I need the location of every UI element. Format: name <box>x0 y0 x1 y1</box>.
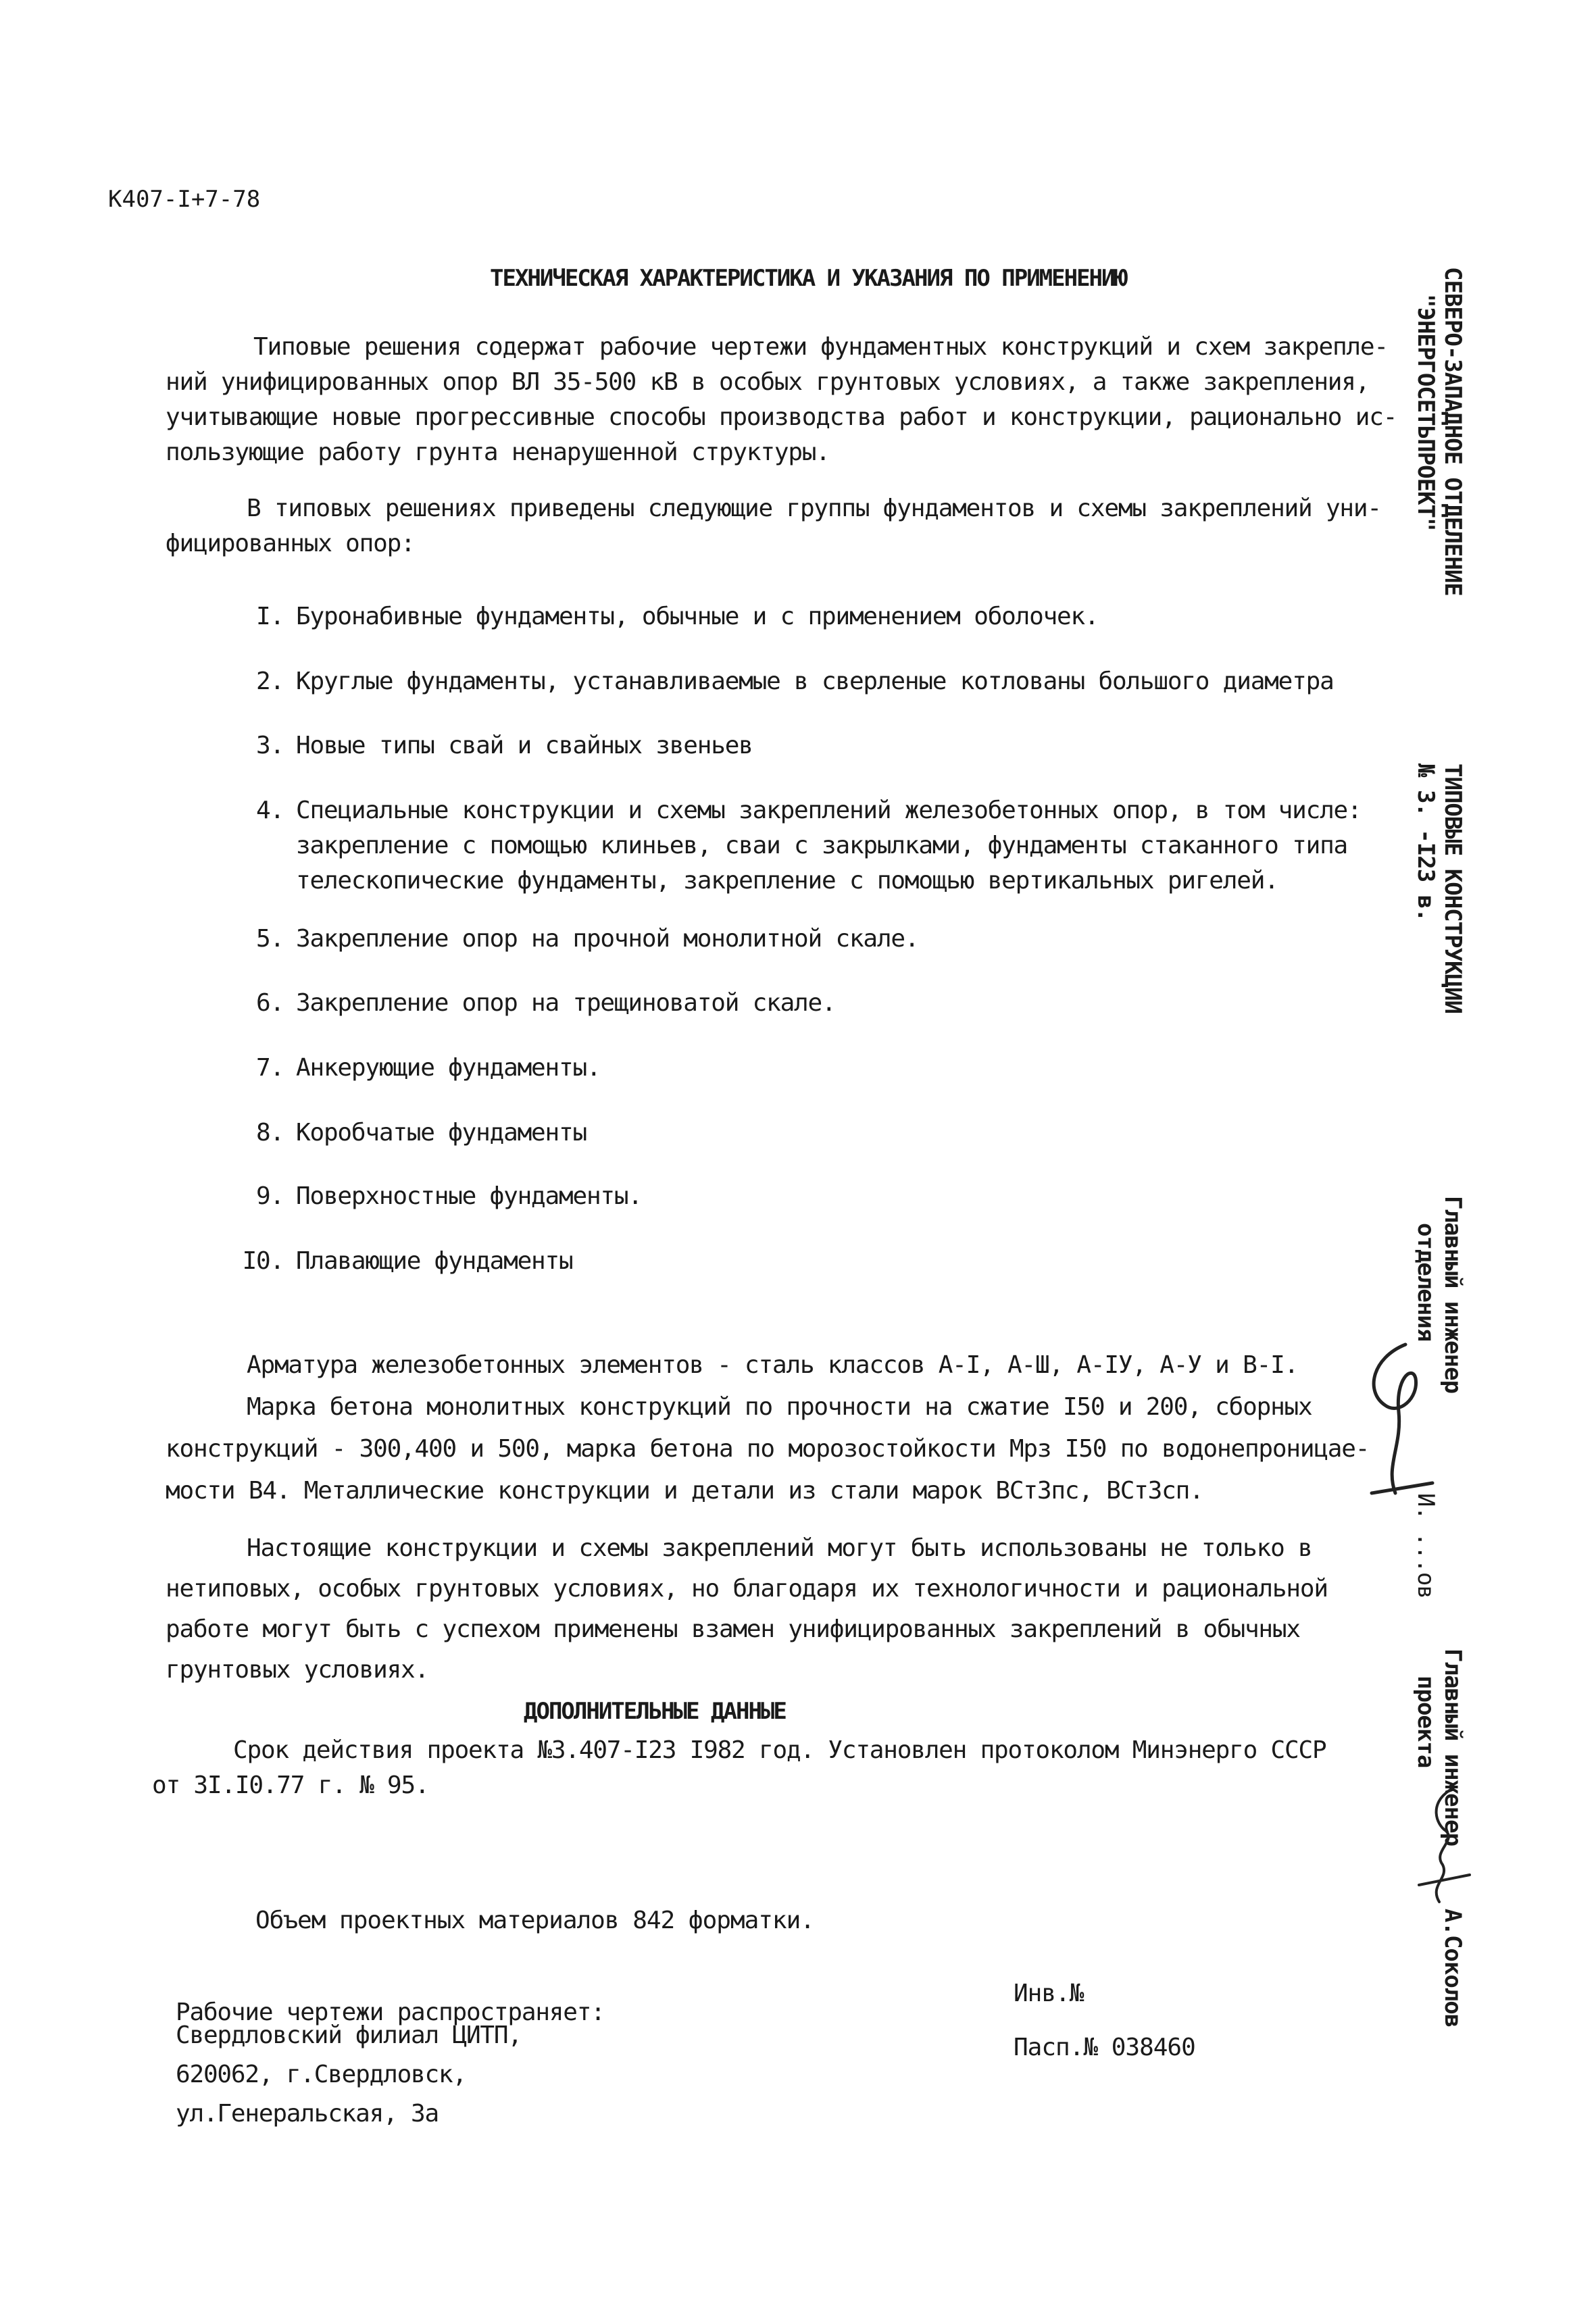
additional-line: от 3І.І0.77 г. № 95. <box>152 1771 429 1799</box>
inventory-label: Инв.№ <box>1014 1980 1084 2007</box>
intro-line: пользующие работу грунта ненарушенной структуры. <box>166 438 830 466</box>
side-chief-engineer-line: отделения <box>1412 1223 1439 1342</box>
side-chief-engineer-line: Главный инженер <box>1439 1196 1466 1394</box>
distributor-line: Рабочие чертежи распространяет: <box>176 1998 605 2026</box>
armature-paragraph <box>166 1344 1370 1512</box>
armature-line: Марка бетона монолитных конструкций по прочности на сжатие І50 и 200, сборных <box>247 1393 1312 1421</box>
list-item-number: І. <box>256 603 284 630</box>
distributor-line: ул.Генеральская, 3а <box>176 2100 439 2128</box>
volume-text: Объем проектных материалов 842 форматки. <box>255 1907 814 1934</box>
list-item-number: 8. <box>256 1119 284 1147</box>
usage-line: Настоящие конструкции и схемы закреплений могут быть использованы не только в <box>247 1534 1312 1562</box>
additional-line: Срок действия проекта №3.407-І23 І982 год. Установлен протоколом Минэнерго СССР <box>233 1736 1326 1764</box>
armature-line: мости В4. Металлические конструкции и детали из стали марок ВСт3пс, ВСт3сп. <box>166 1477 1203 1505</box>
groups-intro-paragraph <box>166 491 1381 561</box>
list-item-text: Анкерующие фундаменты. <box>296 1054 601 1082</box>
side-chief-project-line: проекта <box>1412 1676 1439 1768</box>
distributor-line: Свердловский филиал ЦИТП, <box>176 2021 522 2049</box>
side-chief-project-line: Главный инженер <box>1439 1649 1466 1846</box>
list-item <box>236 793 1362 899</box>
list-item <box>236 986 835 1021</box>
document-code: К407-І+7-78 <box>108 186 261 213</box>
list-item-text: Поверхностные фундаменты. <box>296 1182 642 1210</box>
distributor-block <box>176 1993 784 2134</box>
list-item <box>236 922 918 957</box>
armature-line: конструкций - 300,400 и 500, марка бетона по морозостойкости Мрз І50 по водонепроницае- <box>166 1435 1370 1463</box>
usage-line: грунтовых условиях. <box>166 1656 429 1684</box>
list-item-text: Круглые фундаменты, устанавливаемые в сверленые котлованы большого диаметра <box>296 668 1334 695</box>
list-item <box>236 599 1098 634</box>
intro-paragraph <box>166 330 1397 470</box>
document-title: ТЕХНИЧЕСКАЯ ХАРАКТЕРИСТИКА И УКАЗАНИЯ ПО ПРИМЕНЕНИЮ <box>490 265 1126 292</box>
side-series-line: ТИПОВЫЕ КОНСТРУКЦИИ <box>1439 763 1466 1013</box>
side-org-line: "ЭНЕРГОСЕТЬПРОЕКТ" <box>1412 294 1439 531</box>
list-item <box>236 728 753 763</box>
side-series-line: № 3. -І23 в. <box>1412 763 1439 922</box>
list-item-number: 4. <box>256 797 284 824</box>
list-item <box>236 1115 587 1151</box>
passport-number: Пасп.№ 038460 <box>1014 2034 1195 2061</box>
list-item-text: Закрепление опор на трещиноватой скале. <box>296 989 836 1017</box>
usage-line: работе могут быть с успехом применены взамен унифицированных закреплений в обычных <box>166 1615 1300 1643</box>
list-item <box>236 1244 572 1279</box>
list-item <box>236 1051 600 1086</box>
list-item-number: 9. <box>256 1182 284 1210</box>
additional-paragraph <box>152 1733 1326 1803</box>
signature-chief-project <box>1409 1784 1476 1912</box>
list-item-number: І0. <box>242 1247 284 1275</box>
usage-paragraph <box>166 1528 1328 1690</box>
list-item-number: 5. <box>256 925 284 953</box>
list-item-text: Специальные конструкции и схемы закреплений железобетонных опор, в том числе: <box>296 797 1362 824</box>
intro-line: учитывающие новые прогрессивные способы производства работ и конструкции, рационально ис- <box>166 403 1397 431</box>
list-item-text: закрепление с помощью клиньев, сваи с закрылками, фундаменты стаканного типа <box>296 832 1348 859</box>
additional-heading: ДОПОЛНИТЕЛЬНЫЕ ДАННЫЕ <box>524 1698 786 1725</box>
armature-line: Арматура железобетонных элементов - сталь классов А-І, А-Ш, А-ІУ, А-У и В-І. <box>247 1351 1299 1379</box>
list-item-number: 3. <box>256 732 284 759</box>
intro-line: ний унифицированных опор ВЛ 35-500 кВ в особых грунтовых условиях, а также закрепления, <box>166 368 1370 396</box>
list-item <box>236 664 1334 699</box>
side-org-line: СЕВЕРО-ЗАПАДНОЕ ОТДЕЛЕНИЕ <box>1439 267 1466 596</box>
list-item-number: 7. <box>256 1054 284 1082</box>
side-org-stamp <box>1412 267 1466 596</box>
side-series-stamp <box>1412 763 1466 1013</box>
list-item-text: Плавающие фундаменты <box>296 1247 573 1275</box>
list-item-text: Закрепление опор на прочной монолитной скале. <box>296 925 919 953</box>
list-item-number: 6. <box>256 989 284 1017</box>
list-item-text: Коробчатые фундаменты <box>296 1119 587 1147</box>
signature-chief-engineer <box>1358 1338 1446 1513</box>
intro-line: Типовые решения содержат рабочие чертежи фундаментных конструкций и схем закрепле- <box>253 333 1388 361</box>
list-item-text: Буронабивные фундаменты, обычные и с применением оболочек. <box>296 603 1099 630</box>
list-item <box>236 1179 642 1214</box>
groups-intro-line: фицированных опор: <box>166 530 415 557</box>
list-item-number: 2. <box>256 668 284 695</box>
side-chief-project-name: А.Соколов <box>1439 1909 1466 2028</box>
distributor-line: 620062, г.Свердловск, <box>176 2061 466 2088</box>
groups-intro-line: В типовых решениях приведены следующие группы фундаментов и схемы закреплений уни- <box>247 495 1381 522</box>
usage-line: нетиповых, особых грунтовых условиях, но благодаря их технологичности и рациональной <box>166 1575 1328 1603</box>
list-item-text: телескопические фундаменты, закрепление с помощью вертикальных ригелей. <box>296 867 1278 895</box>
list-item-text: Новые типы свай и свайных звеньев <box>296 732 753 759</box>
side-chief-engineer-name: И. ...ов <box>1412 1493 1439 1599</box>
